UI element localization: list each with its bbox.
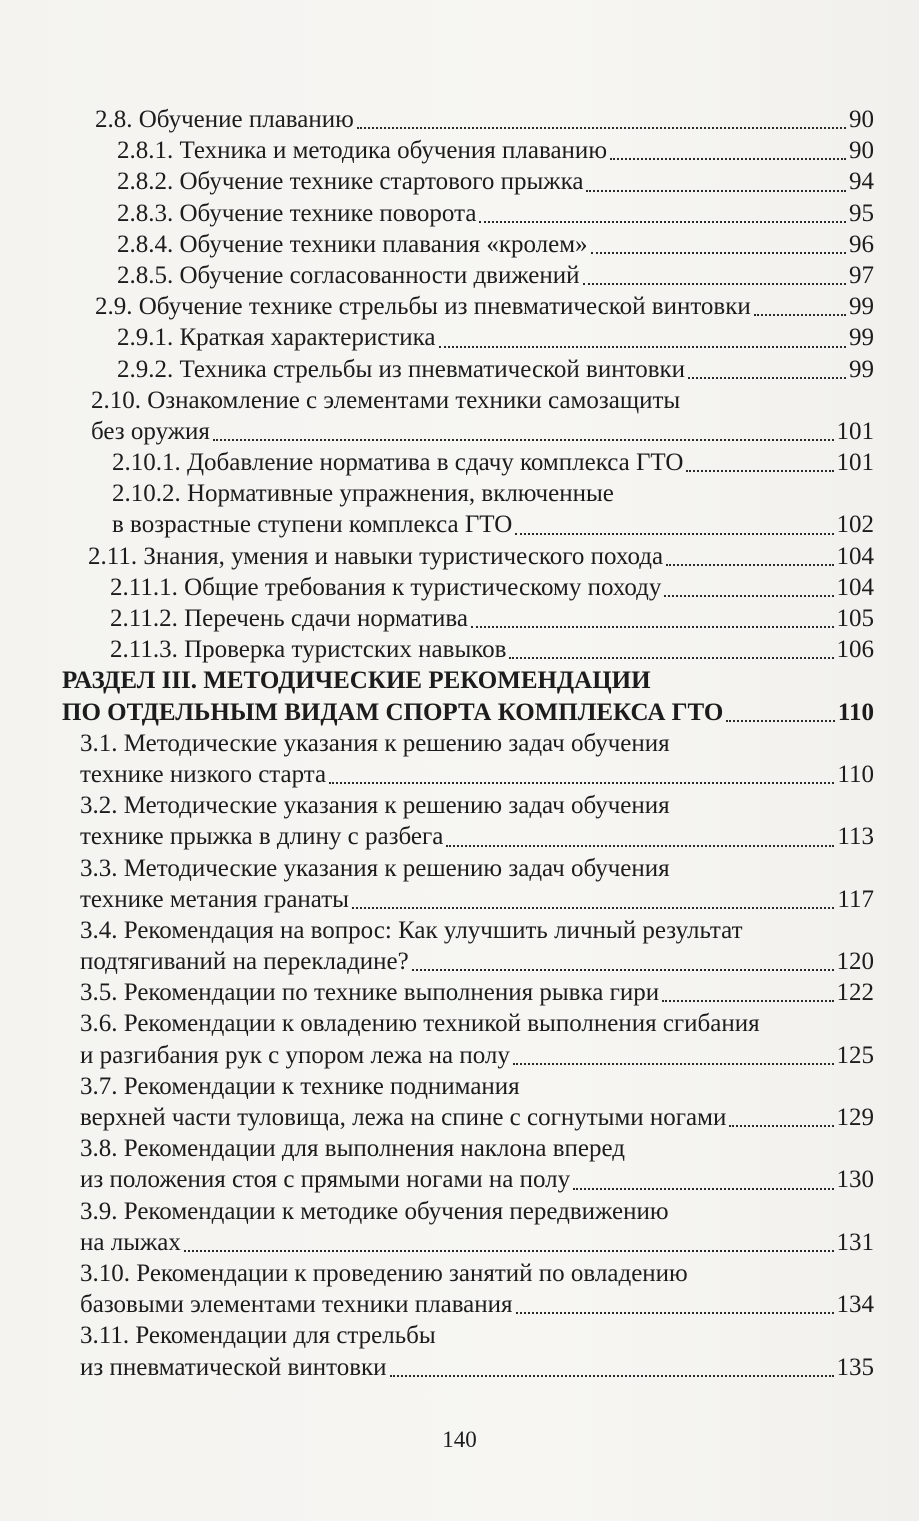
toc-entry-title: 3.9. Рекомендации к методике обучения передвижению	[80, 1197, 669, 1225]
toc-entry-title: 3.10. Рекомендации к проведению занятий по овладению	[80, 1259, 688, 1287]
toc-entry-title: 2.10.2. Нормативные упражнения, включенные	[112, 480, 614, 508]
dot-leader	[573, 1187, 833, 1190]
toc-row	[0, 416, 919, 447]
toc-row	[0, 104, 919, 135]
toc-row	[0, 354, 919, 385]
toc-entry-title: подтягиваний на перекладине?	[80, 948, 409, 976]
toc-row	[0, 946, 919, 977]
toc-entry	[80, 977, 874, 1008]
toc-row	[0, 603, 919, 634]
toc-entry-title: 2.8.5. Обучение согласованности движений	[117, 261, 580, 289]
toc-row	[0, 884, 919, 915]
toc-row	[0, 260, 919, 291]
toc-row	[0, 447, 919, 478]
dot-leader	[184, 1249, 834, 1252]
toc-row	[0, 1102, 919, 1133]
toc-entry-page: 129	[836, 1104, 874, 1131]
toc-entry-title: 2.8.3. Обучение технике поворота	[117, 199, 477, 227]
toc-row	[0, 229, 919, 260]
toc-row	[0, 1320, 919, 1351]
toc-row	[0, 541, 919, 572]
toc-entry	[80, 1102, 874, 1133]
toc-entry-title: 3.3. Методические указания к решению задач обучения	[80, 854, 670, 882]
toc-entry-title: 3.2. Методические указания к решению задач обучения	[80, 792, 670, 820]
toc-entry-title: 3.5. Рекомендации по технике выполнения рывка гири	[80, 979, 660, 1007]
toc-entry	[80, 1289, 874, 1320]
toc-entry-title: 2.9. Обучение технике стрельбы из пневматической винтовки	[95, 293, 751, 321]
toc-row	[0, 572, 919, 603]
toc-entry-title: 2.8.4. Обучение техники плавания «кролем»	[117, 230, 588, 258]
dot-leader	[610, 157, 846, 160]
dot-leader	[412, 968, 834, 971]
toc-entry-page: 125	[836, 1041, 874, 1069]
toc-row	[0, 728, 919, 759]
toc-entry-title: РАЗДЕЛ III. МЕТОДИЧЕСКИЕ РЕКОМЕНДАЦИИ	[62, 667, 651, 695]
toc-entry-title: 3.4. Рекомендация на вопрос: Как улучшить личный результат	[80, 916, 743, 944]
toc-entry	[91, 416, 874, 447]
toc-entry-page: 96	[849, 230, 874, 258]
dot-leader	[479, 220, 846, 223]
dot-leader	[213, 438, 834, 441]
toc-row	[0, 291, 919, 322]
toc-entry	[117, 229, 874, 260]
toc-row	[0, 1196, 919, 1227]
toc-entry	[95, 104, 874, 135]
toc-entry	[80, 946, 874, 977]
toc-entry-page: 113	[837, 823, 874, 851]
toc-entry-page: 95	[849, 199, 874, 227]
toc-row	[0, 1008, 919, 1039]
toc-entry	[117, 135, 874, 166]
dot-leader	[686, 469, 833, 472]
toc-entry-title: технике низкого старта	[80, 760, 327, 788]
toc-row	[0, 977, 919, 1008]
toc-row	[0, 790, 919, 821]
toc-entry-title: 2.8.1. Техника и методика обучения плаванию	[117, 137, 607, 165]
toc-row	[0, 697, 919, 728]
toc-entry-page: 94	[849, 168, 874, 196]
dot-leader	[515, 532, 833, 535]
toc-entry-title: 2.9.1. Краткая характеристика	[117, 324, 436, 352]
toc-entry	[80, 1352, 874, 1383]
dot-leader	[352, 906, 834, 909]
toc-entry-title: 2.11.2. Перечень сдачи норматива	[110, 605, 468, 632]
toc-entry	[80, 759, 874, 790]
toc-row	[0, 385, 919, 416]
dot-leader	[439, 345, 846, 348]
toc-entry	[117, 322, 874, 353]
dot-leader	[726, 719, 835, 722]
toc-entry-title: 2.9.2. Техника стрельбы из пневматической винтовки	[117, 355, 686, 383]
toc-entry-title: 2.10.1. Добавление норматива в сдачу комплекса ГТО	[112, 449, 684, 477]
toc-row	[0, 665, 919, 696]
toc-entry	[117, 260, 874, 291]
toc-entry-title: 2.8. Обучение плаванию	[95, 106, 354, 133]
toc-entry-title: из положения стоя с прямыми ногами на полу	[80, 1166, 571, 1194]
toc-entry	[112, 509, 874, 540]
toc-entry-page: 101	[836, 449, 874, 477]
toc-entry-page: 102	[836, 511, 874, 539]
dot-leader	[754, 313, 846, 316]
toc-entry-title: ПО ОТДЕЛЬНЫМ ВИДАМ СПОРТА КОМПЛЕКСА ГТО	[62, 698, 724, 726]
dot-leader	[516, 1311, 834, 1314]
toc-row	[0, 509, 919, 540]
toc-entry-page: 104	[836, 573, 874, 601]
toc-entry-title: 3.8. Рекомендации для выполнения наклона вперед	[80, 1135, 625, 1163]
toc-row	[0, 915, 919, 946]
toc-entry-page: 120	[836, 948, 874, 976]
toc-entry-title: технике метания гранаты	[80, 885, 349, 913]
dot-leader	[662, 999, 833, 1002]
dot-leader	[688, 376, 846, 379]
toc-entry-title: на лыжах	[80, 1228, 181, 1256]
dot-leader	[509, 656, 833, 659]
toc-row	[0, 759, 919, 790]
toc-entry-title: 3.6. Рекомендации к овладению техникой выполнения сгибания	[80, 1010, 760, 1038]
toc-row	[0, 198, 919, 229]
toc-entry	[110, 603, 874, 634]
toc-row	[0, 1071, 919, 1102]
toc-entry-title: без оружия	[91, 417, 210, 445]
toc-entry-title: технике прыжка в длину с разбега	[80, 823, 444, 851]
dot-leader	[446, 844, 834, 847]
toc-entry	[88, 541, 874, 572]
toc-row	[0, 1289, 919, 1320]
toc-entry	[95, 291, 874, 322]
toc-entry-title: базовыми элементами техники плавания	[80, 1291, 513, 1319]
toc-entry-page: 105	[836, 605, 874, 632]
dot-leader	[729, 1124, 833, 1127]
toc-entry-page: 90	[849, 106, 874, 133]
toc-entry-title: и разгибания рук с упором лежа на полу	[80, 1041, 510, 1069]
toc-row	[0, 1258, 919, 1289]
dot-leader	[583, 282, 846, 285]
toc-entry	[117, 198, 874, 229]
toc-entry-page: 104	[836, 542, 874, 570]
toc-row	[0, 1227, 919, 1258]
toc-row	[0, 1164, 919, 1195]
toc-entry	[110, 572, 874, 603]
toc-entry-title: верхней части туловища, лежа на спине с согнутыми ногами	[80, 1104, 727, 1131]
toc-row	[0, 634, 919, 665]
toc-entry-page: 99	[849, 293, 874, 321]
toc-entry-title: из пневматической винтовки	[80, 1353, 387, 1381]
page-number: 140	[442, 1427, 477, 1452]
toc-entry	[80, 1040, 874, 1071]
toc-entry-title: 2.10. Ознакомление с элементами техники самозащиты	[91, 386, 681, 414]
toc-entry-page: 99	[849, 355, 874, 383]
dot-leader	[591, 251, 846, 254]
toc-entry	[62, 697, 874, 728]
toc-entry-page: 90	[849, 137, 874, 165]
toc-entry-page: 99	[849, 324, 874, 352]
toc-entry	[117, 166, 874, 197]
toc-entry-title: в возрастные ступени комплекса ГТО	[112, 511, 513, 539]
toc-entry	[110, 634, 874, 665]
dot-leader	[513, 1062, 834, 1065]
toc-entry-page: 130	[836, 1166, 874, 1194]
dot-leader	[586, 189, 846, 192]
toc-entry-page: 134	[836, 1291, 874, 1319]
toc-entry-title: 3.1. Методические указания к решению задач обучения	[80, 729, 670, 757]
toc-row	[0, 1133, 919, 1164]
toc-entry	[80, 821, 874, 852]
toc-row	[0, 821, 919, 852]
toc-entry-page: 135	[836, 1353, 874, 1381]
toc-entry-page: 101	[836, 417, 874, 445]
toc-entry-page: 106	[836, 636, 874, 664]
toc-row	[0, 322, 919, 353]
toc-row	[0, 1352, 919, 1383]
toc-entry-title: 2.11.1. Общие требования к туристическому походу	[110, 573, 662, 601]
dot-leader	[471, 625, 834, 628]
toc-entry-page: 97	[849, 261, 874, 289]
toc-row	[0, 135, 919, 166]
toc-entry-title: 3.11. Рекомендации для стрельбы	[80, 1322, 436, 1350]
toc-row	[0, 166, 919, 197]
toc-entry-page: 117	[837, 885, 874, 913]
table-of-contents	[0, 104, 919, 1383]
toc-row	[0, 853, 919, 884]
toc-entry-page: 110	[837, 698, 874, 726]
toc-entry	[80, 1227, 874, 1258]
toc-entry-page: 110	[837, 760, 874, 788]
toc-entry-title: 2.11. Знания, умения и навыки туристического похода	[88, 542, 664, 570]
toc-entry-page: 131	[836, 1228, 874, 1256]
toc-entry-title: 2.8.2. Обучение технике стартового прыжка	[117, 168, 584, 196]
toc-entry-title: 2.11.3. Проверка туристских навыков	[110, 636, 507, 664]
toc-entry	[112, 447, 874, 478]
toc-entry-title: 3.7. Рекомендации к технике поднимания	[80, 1072, 520, 1100]
toc-entry	[80, 1164, 874, 1195]
dot-leader	[329, 781, 834, 784]
dot-leader	[357, 126, 846, 129]
toc-entry	[117, 354, 874, 385]
toc-row	[0, 478, 919, 509]
toc-entry	[80, 884, 874, 915]
dot-leader	[666, 563, 833, 566]
toc-row	[0, 1040, 919, 1071]
dot-leader	[390, 1374, 834, 1377]
dot-leader	[664, 594, 833, 597]
toc-entry-page: 122	[836, 979, 874, 1007]
